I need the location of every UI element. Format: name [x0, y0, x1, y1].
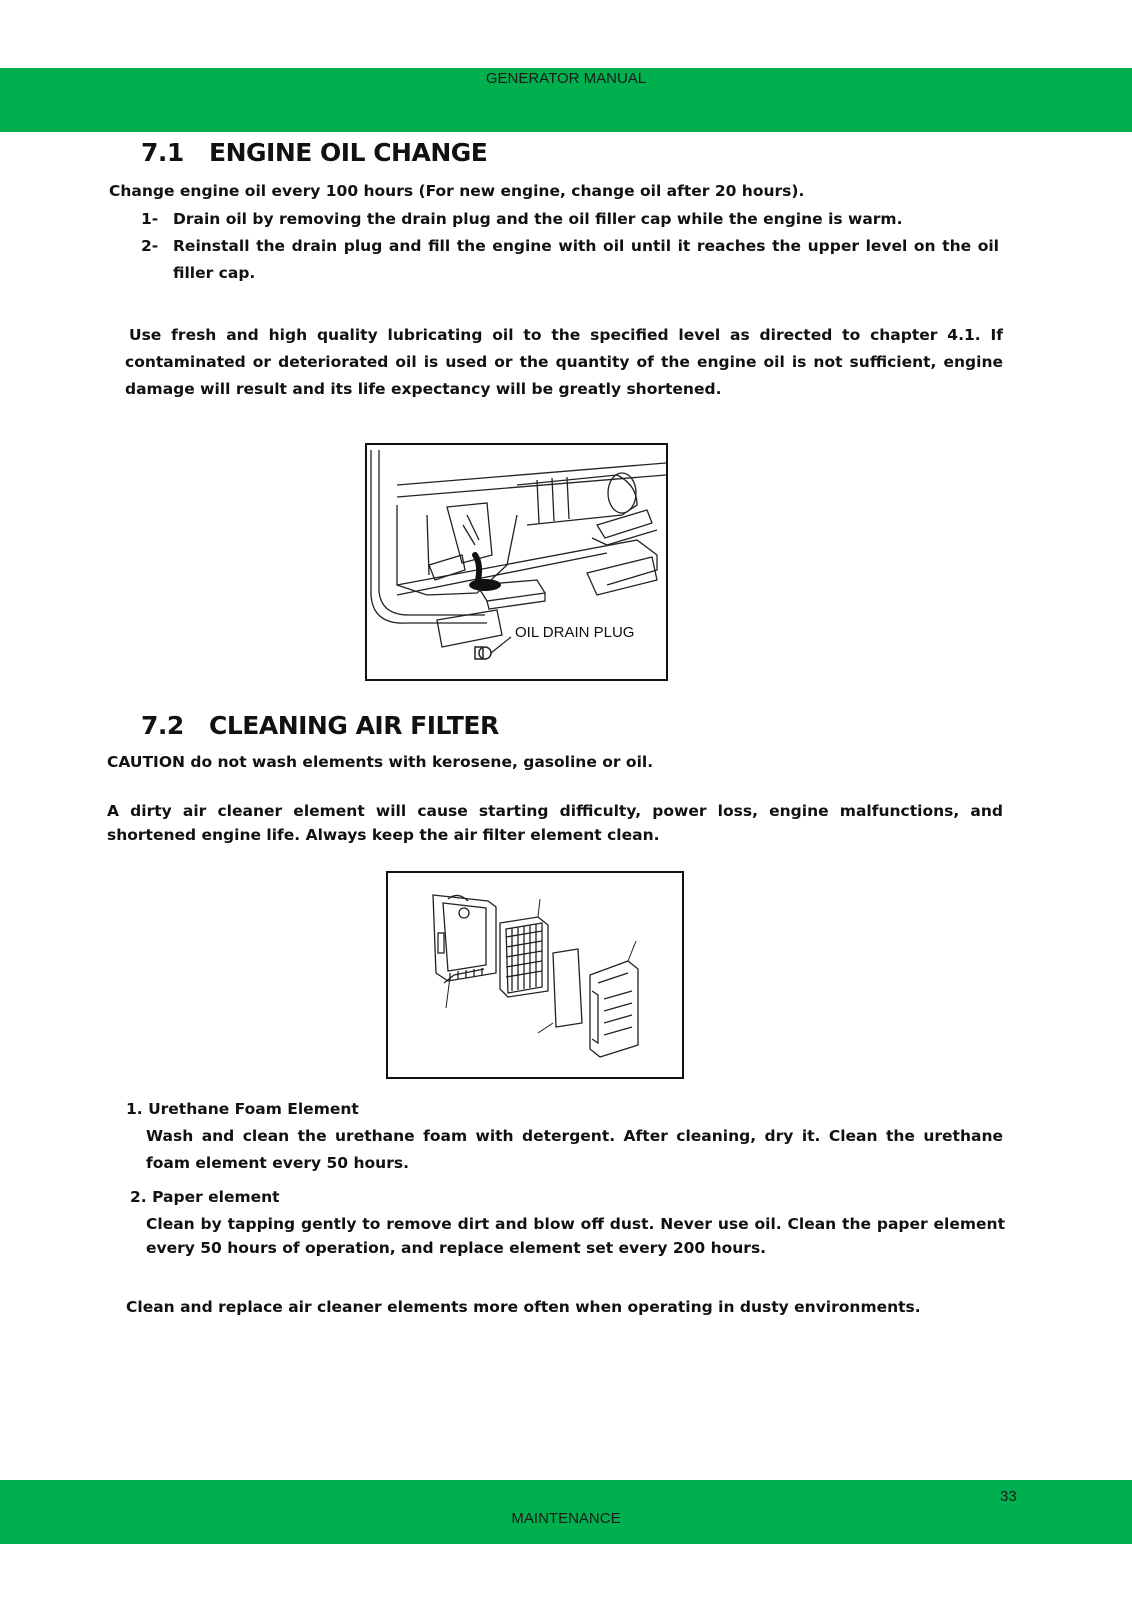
section-number: 7.1 [141, 138, 184, 167]
oil-drain-figure [365, 443, 668, 681]
step-text: Drain oil by removing the drain plug and the oil filler cap while the engine is warm. [173, 210, 903, 228]
header-band [0, 68, 1132, 132]
air-filter-illustration [388, 873, 682, 1077]
oil-quality-note: Use fresh and high quality lubricating oil to the specified level as directed to chapter 4.1. If contaminated or deteriorated oil is used or the quantity of the engine oil is not sufficient, engine damage will result and its life expectancy will be greatly shortened. [125, 326, 1003, 398]
oil-drain-plug-label: OIL DRAIN PLUG [515, 624, 635, 641]
section-title: ENGINE OIL CHANGE [209, 138, 488, 167]
section-heading-air-filter [141, 711, 499, 740]
section-title: CLEANING AIR FILTER [209, 711, 499, 740]
air-filter-figure [386, 871, 684, 1079]
step-text: Reinstall the drain plug and fill the engine with oil until it reaches the upper level on the oil filler cap. [173, 237, 999, 282]
urethane-foam-text: Wash and clean the urethane foam with detergent. After cleaning, dry it. Clean the urethane foam element every 50 hours. [146, 1127, 1003, 1172]
caution-text: CAUTION do not wash elements with kerosene, gasoline or oil. [107, 753, 654, 771]
urethane-foam-title: 1. Urethane Foam Element [126, 1100, 359, 1118]
footer-section: MAINTENANCE [511, 1510, 621, 1527]
section-heading-engine-oil [141, 138, 487, 167]
section-number: 7.2 [141, 711, 184, 740]
oil-change-intro: Change engine oil every 100 hours (For new engine, change oil after 20 hours). [109, 182, 805, 200]
step-number: 2- [141, 237, 159, 255]
generator-illustration [367, 445, 666, 679]
page-number: 33 [1000, 1488, 1017, 1505]
header-title: GENERATOR MANUAL [485, 70, 647, 87]
air-filter-intro: A dirty air cleaner element will cause starting difficulty, power loss, engine malfunctions, and shortened engine life. Always keep the air filter element clean. [107, 802, 1003, 844]
drain-plug-icon [475, 637, 511, 659]
paper-element-title: 2. Paper element [130, 1188, 280, 1206]
dusty-environment-note: Clean and replace air cleaner elements more often when operating in dusty environments. [126, 1298, 921, 1316]
footer-band [0, 1480, 1132, 1544]
step-number: 1- [141, 210, 159, 228]
paper-element-text: Clean by tapping gently to remove dirt and blow off dust. Never use oil. Clean the paper element every 50 hours of operation, and replace element set every 200 hours. [146, 1215, 1005, 1257]
